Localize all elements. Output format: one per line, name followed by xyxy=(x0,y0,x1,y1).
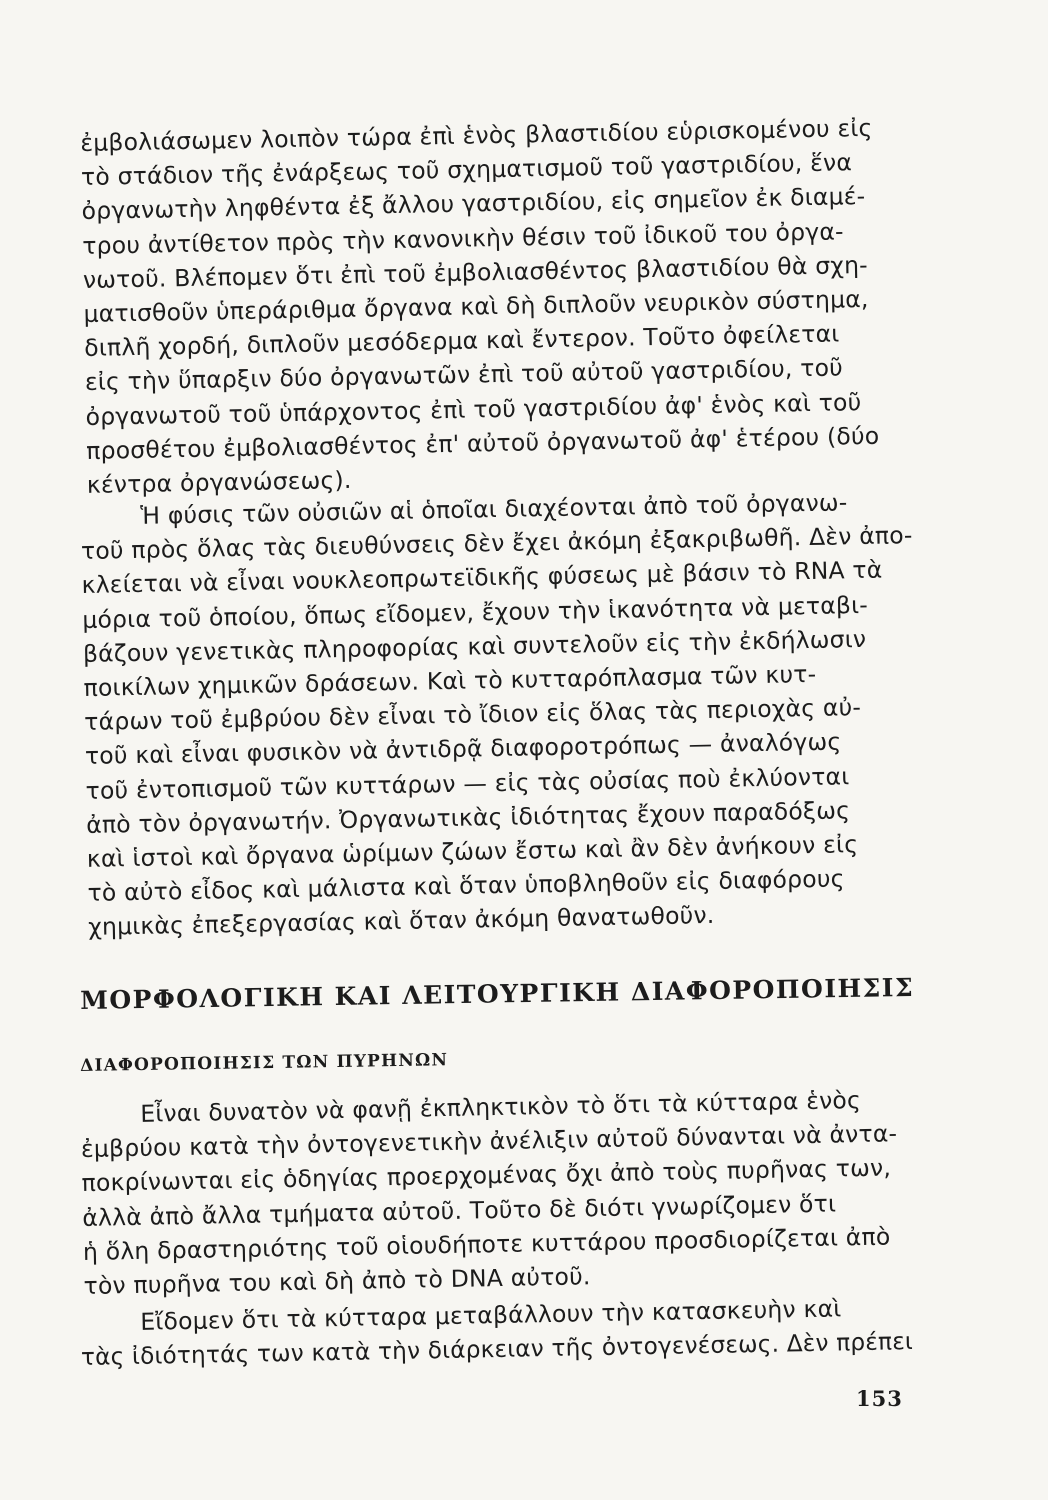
text-line: ματισθοῦν ὑπεράριθμα ὄργανα καὶ δὴ διπλοῦν νευρικὸν σύστημα, xyxy=(83,284,869,328)
text-line: ποκρίνωνται εἰς ὁδηγίας προερχομένας ὄχι ἀπὸ τοὺς πυρῆνας των, xyxy=(81,1153,892,1198)
text-line: τὸ αὐτὸ εἶδος καὶ μάλιστα καὶ ὅταν ὑποβληθοῦν εἰς διαφόρους xyxy=(87,864,845,907)
text-line: κέντρα ὀργανώσεως). xyxy=(86,465,352,499)
text-line: ἀλλὰ ἀπὸ ἄλλα τμήματα αὐτοῦ. Τοῦτο δὲ διότι γνωρίζομεν ὅτι xyxy=(82,1189,837,1232)
text-line: ἀπὸ τὸν ὀργανωτήν. Ὀργανωτικὰς ἰδιότητας ἔχουν παραδόξως xyxy=(85,795,851,839)
text-line: τοῦ πρὸς ὅλας τὰς διευθύνσεις δὲν ἔχει ἀκόμη ἐξακριβωθῆ. Δὲν ἀπο- xyxy=(80,521,913,566)
text-line: χημικὰς ἐπεξεργασίας καὶ ὅταν ἀκόμη θανατωθοῦν. xyxy=(87,901,715,942)
text-line: ἐμβολιάσωμεν λοιπὸν τώρα ἐπὶ ἑνὸς βλαστιδίου εὑρισκομένου εἰς xyxy=(80,113,873,157)
text-line: ποικίλων χημικῶν δράσεων. Καὶ τὸ κυτταρόπλασμα τῶν κυτ- xyxy=(83,659,817,702)
paragraph-3 xyxy=(80,1082,916,1303)
text-line: διπλῆ χορδή, διπλοῦν μεσόδερμα καὶ ἔντερον. Τοῦτο ὀφείλεται xyxy=(83,319,840,363)
paragraph-2 xyxy=(80,484,920,944)
text-line: τὰς ἰδιότητάς των κατὰ τὴν διάρκειαν τῆς ὀντογενέσεως. Δὲν πρέπει xyxy=(80,1327,914,1372)
text-line: τὸ στάδιον τῆς ἐνάρξεως τοῦ σχηματισμοῦ τοῦ γαστριδίου, ἕνα xyxy=(80,148,853,192)
text-line: Εἴδομεν ὅτι τὰ κύτταρα μεταβάλλουν τὴν κατασκευὴν καὶ xyxy=(140,1294,842,1336)
text-line: τὸν πυρῆνα του καὶ δὴ ἀπὸ τὸ DNA αὐτοῦ. xyxy=(83,1262,591,1300)
page-number: 153 xyxy=(856,1386,903,1411)
paragraph-1 xyxy=(80,110,919,502)
text-line: Εἶναι δυνατὸν νὰ φανῇ ἐκπληκτικὸν τὸ ὅτι τὰ κύτταρα ἑνὸς xyxy=(140,1086,862,1128)
text-line: ὀργανωτὴν ληφθέντα ἐξ ἄλλου γαστριδίου, εἰς σημεῖον ἐκ διαμέ- xyxy=(81,182,866,226)
paragraph-4 xyxy=(80,1290,913,1374)
text-line: ἡ ὅλη δραστηριότης τοῦ οἱουδήποτε κυττάρου προσδιορίζεται ἀπὸ xyxy=(82,1222,891,1266)
text-line: τοῦ καὶ εἶναι φυσικὸν νὰ ἀντιδρᾷ διαφοροτρόπως — ἀναλόγως xyxy=(84,727,842,771)
text-line: μόρια τοῦ ὁποίου, ὅπως εἴδομεν, ἔχουν τὴν ἱκανότητα νὰ μεταβι- xyxy=(82,590,869,634)
text-line: ἐμβρύου κατὰ τὴν ὀντογενετικὴν ἀνέλιξιν αὐτοῦ δύνανται νὰ ἀντα- xyxy=(80,1119,898,1164)
text-line: προσθέτου ἐμβολιασθέντος ἐπ' αὐτοῦ ὀργανωτοῦ ἀφ' ἑτέρου (δύο xyxy=(85,421,880,465)
text-line: βάζουν γενετικὰς πληροφορίας καὶ συντελοῦν εἰς τὴν ἐκδήλωσιν xyxy=(82,624,867,668)
text-line: κλείεται νὰ εἶναι νουκλεοπρωτεϊδικῆς φύσεως μὲ βάσιν τὸ RNA τὰ xyxy=(81,555,883,600)
section-heading: ΜΟΡΦΟΛΟΓΙΚΗ ΚΑΙ ΛΕΙΤΟΥΡΓΙΚΗ ΔΙΑΦΟΡΟΠΟΙΗΣΙΣ xyxy=(80,972,915,1015)
text-line: καὶ ἱστοὶ καὶ ὄργανα ὡρίμων ζώων ἔστω καὶ ἂν δὲν ἀνήκουν εἰς xyxy=(86,830,859,873)
text-line: νωτοῦ. Βλέπομεν ὅτι ἐπὶ τοῦ ἐμβολιασθέντος βλαστιδίου θὰ σχη- xyxy=(82,250,869,294)
text-line: εἰς τὴν ὕπαρξιν δύο ὀργανωτῶν ἐπὶ τοῦ αὐτοῦ γαστριδίου, τοῦ xyxy=(84,353,844,397)
subsection-heading: ΔΙΑΦΟΡΟΠΟΙΗΣΙΣ ΤΩΝ ΠΥΡΗΝΩΝ xyxy=(80,1050,449,1076)
text-line: ὀργανωτοῦ τοῦ ὑπάρχοντος ἐπὶ τοῦ γαστριδίου ἀφ' ἑνὸς καὶ τοῦ xyxy=(85,387,862,431)
text-line: τρου ἀντίθετον πρὸς τὴν κανονικὴν θέσιν τοῦ ἰδικοῦ του ὀργα- xyxy=(82,216,844,260)
text-line: τοῦ ἐντοπισμοῦ τῶν κυττάρων — εἰς τὰς οὐσίας ποὺ ἐκλύονται xyxy=(85,761,850,805)
text-line: τάρων τοῦ ἐμβρύου δὲν εἶναι τὸ ἴδιον εἰς ὅλας τὰς περιοχὰς αὐ- xyxy=(83,693,862,737)
text-line: Ἡ φύσις τῶν οὐσιῶν αἱ ὁποῖαι διαχέονται ἀπὸ τοῦ ὀργανω- xyxy=(140,488,848,530)
